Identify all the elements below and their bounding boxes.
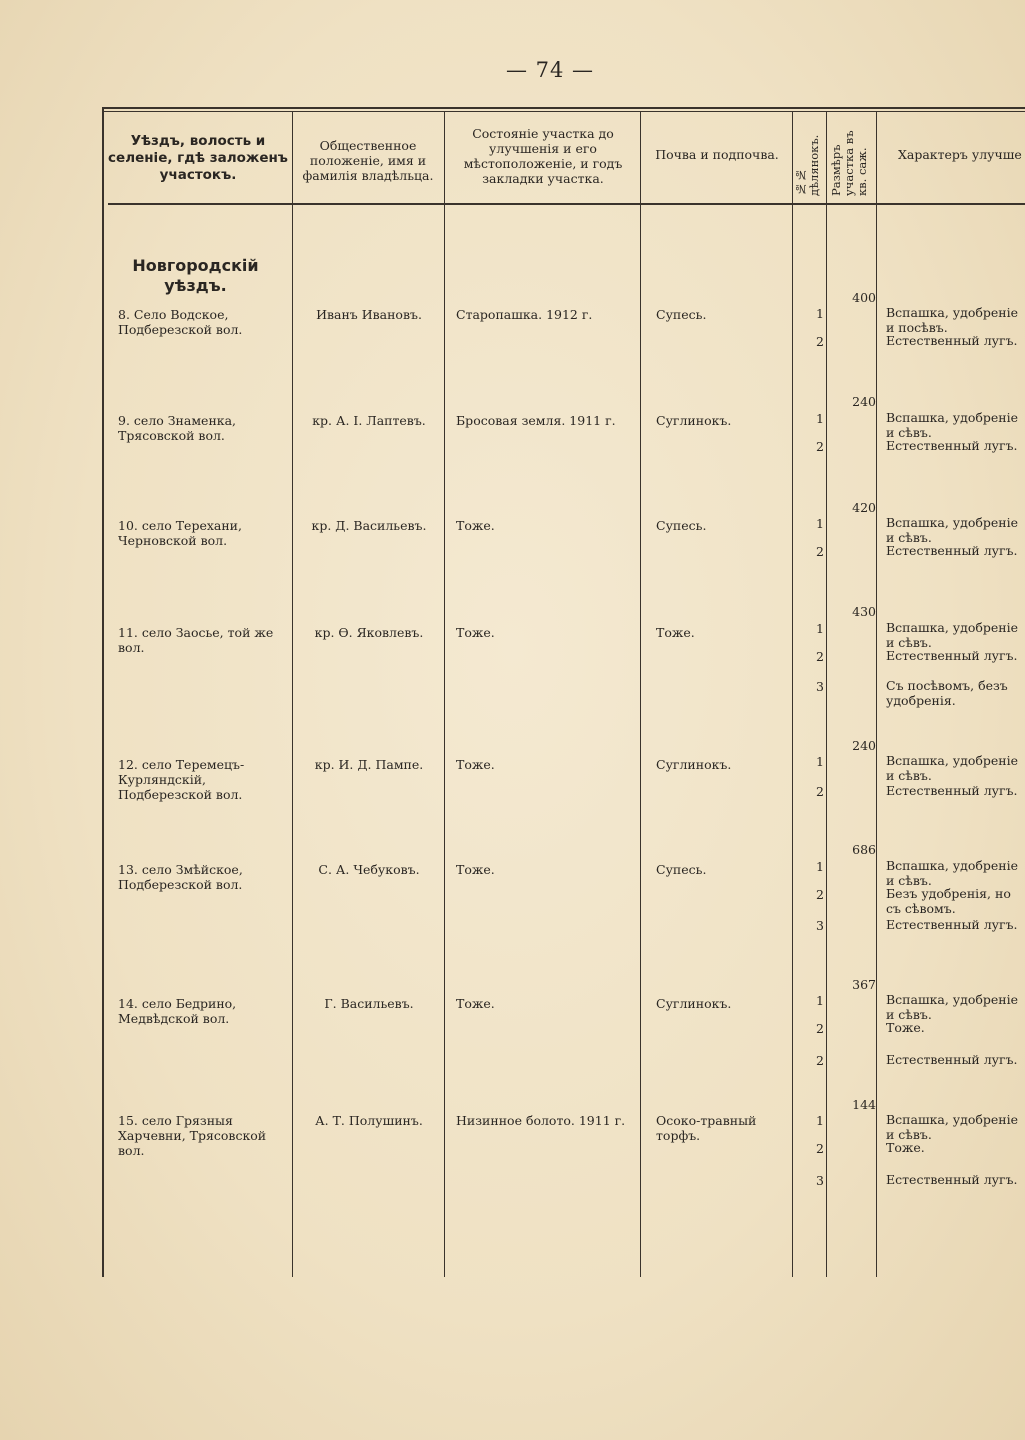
row-place: [118, 625, 290, 655]
header-size: Размѣръ участка въ кв. саж.: [829, 130, 869, 196]
row-state: Тоже.: [456, 757, 495, 772]
plot-number: 2: [816, 887, 824, 902]
row-number: 9.: [118, 413, 130, 428]
row-size: 144: [852, 1097, 876, 1112]
row-number: 10.: [118, 518, 138, 533]
header-plot-no: №№ дѣлянокъ.: [794, 134, 821, 196]
plot-character: Естественный лугъ.: [886, 648, 1018, 663]
table-top-rule: [104, 107, 1025, 109]
plot-number: 3: [816, 1173, 824, 1188]
row-owner: А. Т. Полушинъ.: [315, 1113, 423, 1128]
row-soil: Тоже.: [656, 625, 695, 640]
row-size: 420: [852, 500, 876, 515]
row-size: 367: [852, 977, 876, 992]
plot-number: 1: [816, 859, 824, 874]
row-place-text: село Бедрино, Медвѣдской вол.: [118, 996, 237, 1026]
plot-number: 1: [816, 516, 824, 531]
plot-number: 3: [816, 918, 824, 933]
plot-character: Безъ удобренія, но съ сѣвомъ.: [886, 886, 1011, 916]
plot-character: Вспашка, удобреніе и сѣвъ.: [886, 620, 1019, 650]
row-place: [118, 518, 290, 548]
plot-number: 2: [816, 544, 824, 559]
row-place: [118, 413, 290, 443]
row-state: Старопашка. 1912 г.: [456, 307, 593, 322]
row-number: 13.: [118, 862, 138, 877]
row-place-text: село Заосье, той же вол.: [118, 625, 274, 655]
table-left-border: [102, 107, 104, 1277]
row-state: Тоже.: [456, 518, 495, 533]
plot-character: Естественный лугъ.: [886, 1172, 1018, 1187]
row-owner: Иванъ Ивановъ.: [316, 307, 422, 322]
row-state: Тоже.: [456, 625, 495, 640]
row-soil: Супесь.: [656, 518, 707, 533]
header-state: Состояніе участка до улучшенія и его мѣстоположеніе, и годъ закладки участка.: [463, 126, 623, 186]
row-number: 14.: [118, 996, 138, 1011]
plot-number: 1: [816, 411, 824, 426]
row-place-text: село Знаменка, Трясовской вол.: [118, 413, 237, 443]
plot-number: 1: [816, 993, 824, 1008]
plot-number: 1: [816, 1113, 824, 1128]
plot-character: Вспашка, удобреніе и сѣвъ.: [886, 858, 1019, 888]
plot-character: Вспашка, удобреніе и посѣвъ.: [886, 305, 1019, 335]
header-place: Уѣздъ, волость и селеніе, гдѣ заложенъ участокъ.: [108, 133, 288, 183]
plot-character: Естественный лугъ.: [886, 543, 1018, 558]
plot-number: 2: [816, 334, 824, 349]
row-place-text: село Змѣйское, Подберезской вол.: [118, 862, 243, 892]
plot-number: 3: [816, 679, 824, 694]
row-place: [118, 862, 290, 892]
column-divider: [640, 111, 641, 1277]
plot-character: Вспашка, удобреніе и сѣвъ.: [886, 1112, 1019, 1142]
plot-number: 2: [816, 784, 824, 799]
row-owner: кр. А. І. Лаптевъ.: [312, 413, 426, 428]
column-divider: [876, 111, 877, 1277]
row-place: [118, 1113, 290, 1158]
row-place: [118, 996, 290, 1026]
row-number: 12.: [118, 757, 138, 772]
row-soil: Суглинокъ.: [656, 996, 732, 1011]
row-state: Тоже.: [456, 996, 495, 1011]
plot-character: Естественный лугъ.: [886, 333, 1018, 348]
row-size: 686: [852, 842, 876, 857]
row-owner: кр. И. Д. Пампе.: [314, 757, 424, 772]
row-state: Бросовая земля. 1911 г.: [456, 413, 616, 428]
row-state: Тоже.: [456, 862, 495, 877]
column-divider: [826, 111, 827, 1277]
row-owner: кр. Д. Васильевъ.: [311, 518, 427, 533]
header-owner: Общественное положеніе, имя и фамилія владѣльца.: [302, 138, 434, 183]
row-place-text: село Теремецъ-Курляндскій, Подберезской вол.: [118, 757, 245, 802]
row-soil: Суглинокъ.: [656, 413, 732, 428]
plot-number: 2: [816, 1021, 824, 1036]
row-size: 240: [852, 394, 876, 409]
plot-character: Естественный лугъ.: [886, 1052, 1018, 1067]
plot-character: Вспашка, удобреніе и сѣвъ.: [886, 753, 1019, 783]
table-top-rule-inner: [104, 111, 1025, 112]
header-bottom-rule: [108, 203, 1025, 205]
row-soil: Супесь.: [656, 862, 707, 877]
row-owner: Г. Васильевъ.: [324, 996, 414, 1011]
column-divider: [444, 111, 445, 1277]
row-size: 240: [852, 738, 876, 753]
header-soil: Почва и подпочва.: [655, 147, 779, 162]
plot-number: 1: [816, 621, 824, 636]
row-place: [118, 307, 290, 337]
plot-number: 2: [816, 1141, 824, 1156]
row-soil: Суглинокъ.: [656, 757, 732, 772]
row-size: 400: [852, 290, 876, 305]
plot-number: 2: [816, 439, 824, 454]
row-number: 11.: [118, 625, 138, 640]
row-size: 430: [852, 604, 876, 619]
row-state: Низинное болото. 1911 г.: [456, 1113, 626, 1128]
row-owner: кр. Ѳ. Яковлевъ.: [314, 625, 424, 640]
plot-number: 2: [816, 1053, 824, 1068]
plot-character: Вспашка, удобреніе и сѣвъ.: [886, 515, 1019, 545]
row-soil: Супесь.: [656, 307, 707, 322]
plot-character: Тоже.: [886, 1140, 925, 1155]
plot-character: Вспашка, удобреніе и сѣвъ.: [886, 992, 1019, 1022]
plot-number: 1: [816, 306, 824, 321]
row-owner: С. А. Чебуковъ.: [318, 862, 420, 877]
row-place-text: село Грязныя Харчевни, Трясовской вол.: [118, 1113, 267, 1158]
plot-character: Вспашка, удобреніе и сѣвъ.: [886, 410, 1019, 440]
header-character: Характеръ улучше: [898, 147, 1022, 162]
plot-character: Естественный лугъ.: [886, 917, 1018, 932]
page-number: — 74 —: [505, 58, 595, 82]
row-place-text: Село Водское, Подберезской вол.: [118, 307, 243, 337]
plot-character: Естественный лугъ.: [886, 438, 1018, 453]
row-place: [118, 757, 290, 802]
plot-character: Естественный лугъ.: [886, 783, 1018, 798]
row-soil: Осоко-травный торфъ.: [656, 1113, 757, 1143]
row-place-text: село Терехани, Черновской вол.: [118, 518, 242, 548]
column-divider: [792, 111, 793, 1277]
column-divider: [292, 111, 293, 1277]
plot-number: 1: [816, 754, 824, 769]
plot-number: 2: [816, 649, 824, 664]
plot-character: Съ посѣвомъ, безъ удобренія.: [886, 678, 1008, 708]
row-number: 8.: [118, 307, 130, 322]
row-number: 15.: [118, 1113, 138, 1128]
uezd-heading: Новгородскій уѣздъ.: [132, 256, 259, 295]
plot-character: Тоже.: [886, 1020, 925, 1035]
